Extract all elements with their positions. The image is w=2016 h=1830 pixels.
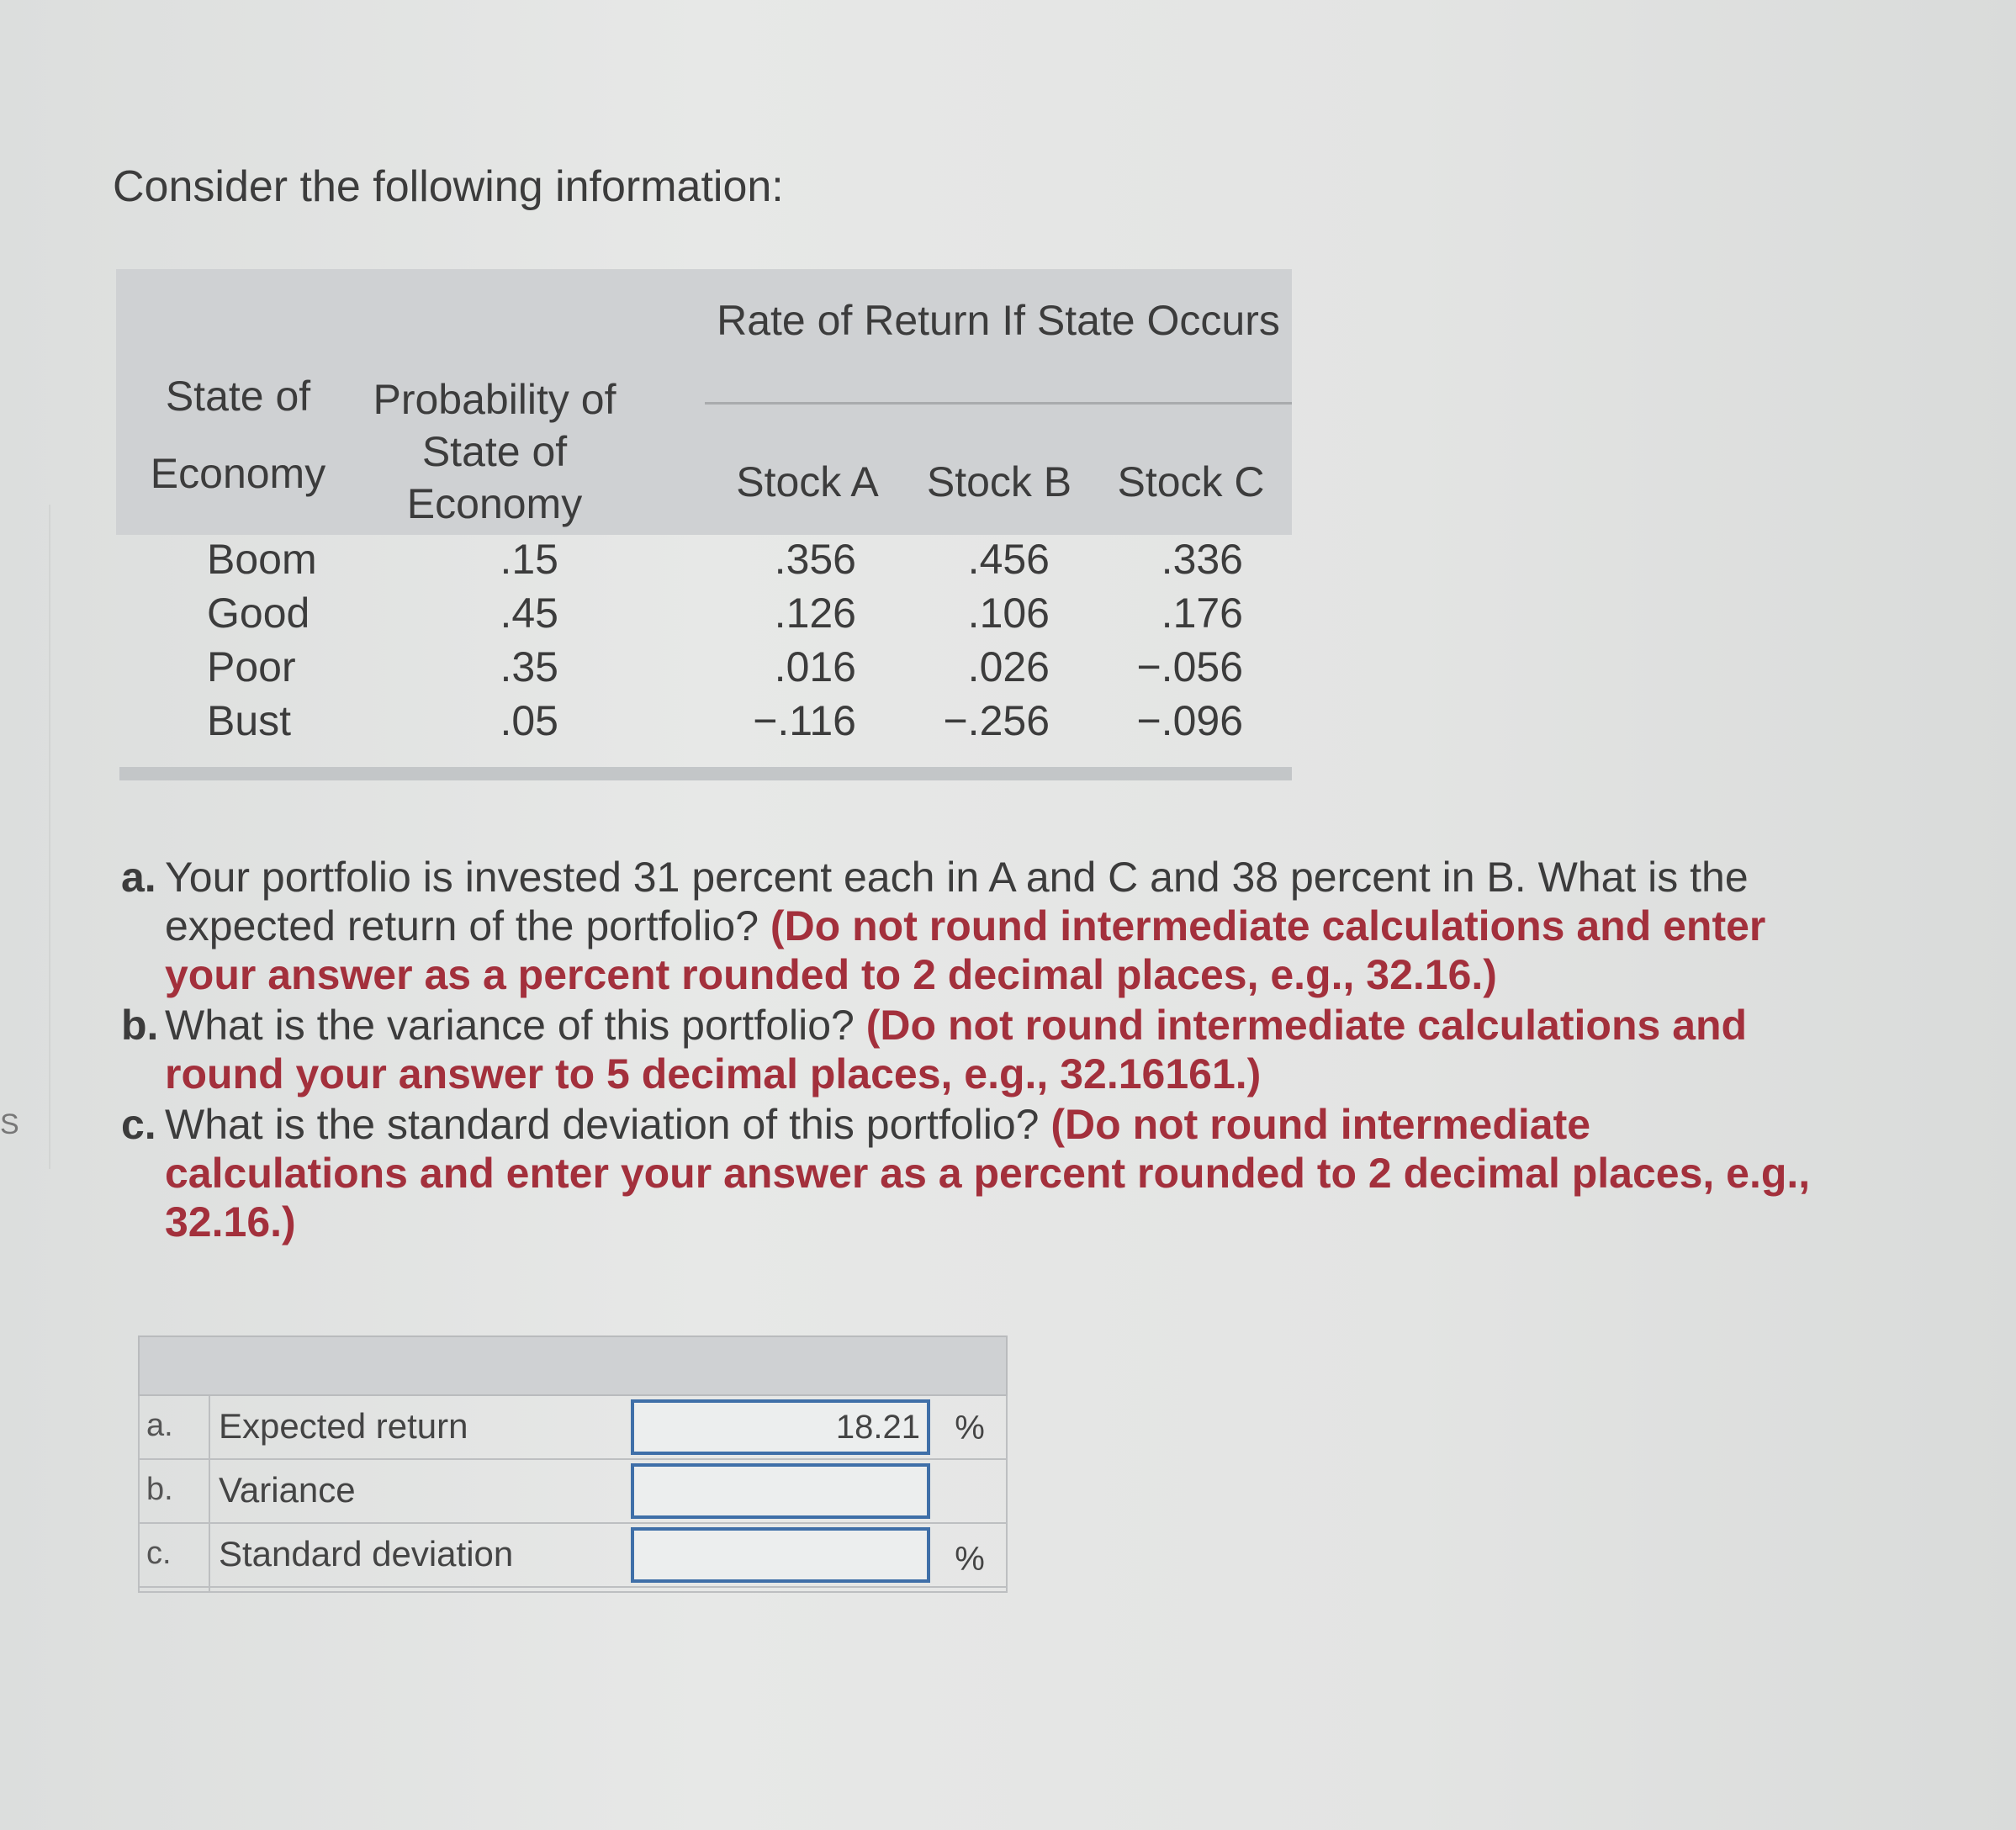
header-prob-line3: Economy [406,480,583,527]
header-probability [368,373,621,530]
question-list [121,853,1837,1248]
cell-stock-a: .126 [774,590,856,637]
table-row [116,589,1292,643]
cell-stock-b: .456 [967,536,1050,583]
cell-stock-a: .016 [774,643,856,690]
percent-unit: % [955,1541,985,1578]
header-stock-b: Stock B [926,458,1072,505]
cell-stock-a: −.116 [753,697,856,744]
cell-stock-c: −.096 [1136,697,1243,744]
question-letter: b. [121,1002,159,1049]
cell-stock-c: .336 [1161,536,1243,583]
returns-table [116,269,1292,794]
cell-state: Boom [207,536,317,583]
cell-state: Good [207,590,310,637]
answer-letter: c. [146,1536,172,1571]
question-text: What is the variance of this portfolio? [165,1002,855,1049]
question-text: What is the standard deviation of this portfolio? [165,1101,1040,1148]
answer-letter: b. [146,1472,173,1507]
standard-deviation-input[interactable] [631,1527,930,1583]
cell-stock-b: −.256 [943,697,1050,744]
table-row [116,535,1292,589]
question-a [121,853,1837,999]
cell-stock-a: .356 [774,536,856,583]
percent-unit: % [955,1410,985,1447]
table-row [116,696,1292,750]
intro-text: Consider the following information: [113,162,784,211]
variance-input[interactable] [631,1463,930,1519]
group-header-rule [705,402,1292,405]
cell-stock-c: −.056 [1136,643,1243,690]
cell-stock-b: .106 [967,590,1050,637]
answer-row-standard-deviation [138,1524,1008,1588]
question-b [121,1001,1837,1098]
answer-table-header [138,1335,1008,1396]
question-instruction: (Do not round intermediate calculations and enter your answer as a percent rounded to 2 decimal places, e.g., 32.16.) [165,902,1766,998]
header-prob-line1: Probability of [373,376,616,423]
expected-return-input[interactable] [631,1399,930,1455]
group-header: Rate of Return If State Occurs [717,297,1280,344]
cell-probability: .15 [500,536,558,583]
question-text: Your portfolio is invested 31 percent each in A and C and 38 percent in B. What is the expected return of the portfolio? [165,854,1749,949]
header-stock-c: Stock C [1117,458,1265,505]
cell-stock-b: .026 [967,643,1050,690]
answer-label: Expected return [219,1406,468,1446]
table-row [116,643,1292,696]
answer-label: Variance [219,1470,356,1510]
header-stock-a: Stock A [736,458,879,505]
left-edge-divider [49,505,50,1169]
header-state-line2: Economy [150,450,326,497]
answer-table [138,1335,1008,1593]
question-letter: c. [121,1101,156,1148]
table-bottom-rule [119,767,1292,780]
answer-letter: a. [146,1408,173,1443]
question-c [121,1100,1837,1246]
question-instruction: (Do not round intermediate calculations and enter your answer as a percent rounded to 2 decimal places, e.g., 32.16.) [165,1101,1811,1246]
answer-row-variance [138,1460,1008,1524]
cell-state: Bust [207,697,292,744]
header-prob-line2: State of [421,428,568,475]
header-state-of-economy [124,370,352,500]
cell-probability: .35 [500,643,558,690]
question-instruction: (Do not round intermediate calculations and round your answer to 5 decimal places, e.g., 32.16161.) [165,1002,1748,1097]
question-letter: a. [121,854,156,901]
cell-state: Poor [207,643,296,690]
cell-probability: .05 [500,697,558,744]
header-state-line1: State of [165,373,311,420]
answer-label: Standard deviation [219,1534,514,1573]
edge-letter: S [0,1108,19,1140]
cell-stock-c: .176 [1161,590,1243,637]
answer-row-expected-return [138,1396,1008,1460]
cell-probability: .45 [500,590,558,637]
